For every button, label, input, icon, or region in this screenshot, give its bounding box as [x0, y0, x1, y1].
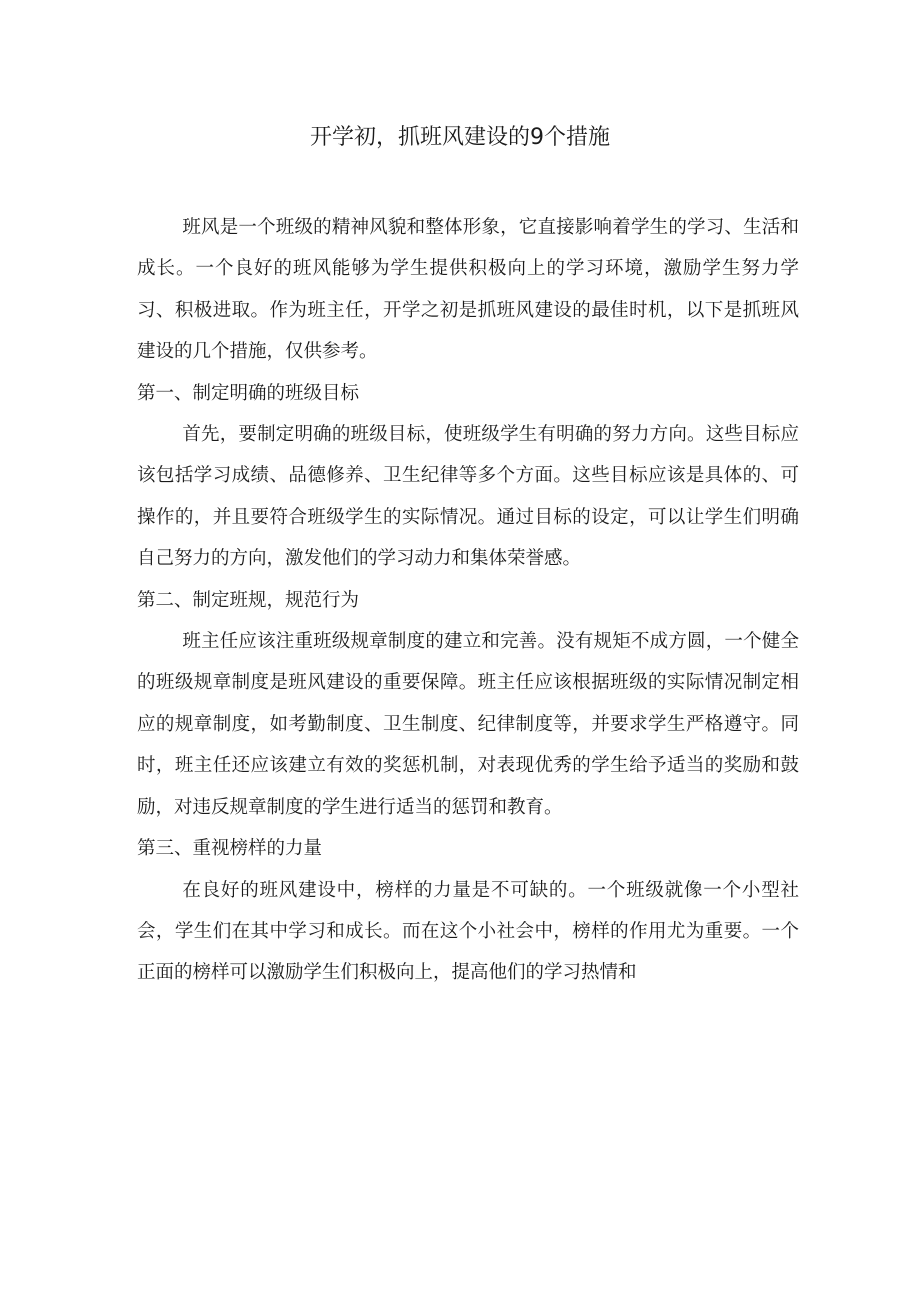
section-paragraph-2: 班主任应该注重班级规章制度的建立和完善。没有规矩不成方圆，一个健全的班级规章制度是班风建设的重要保障。班主任应该根据班级的实际情况制定相应的规章制度，如考勤制度、卫生制度、纪律制度等，并要求学生严格遵守。同时，班主任还应该建立有效的奖惩机制，对表现优秀的学生给予适当的奖励和鼓励，对违反规章制度的学生进行适当的惩罚和教育。	[137, 631, 799, 818]
section-heading-3: 第三、重视榜样的力量	[137, 838, 323, 860]
document-title: 开学初，抓班风建设的9个措施	[310, 125, 610, 150]
section-heading-1: 第一、制定明确的班级目标	[137, 382, 360, 404]
document-body	[137, 207, 799, 994]
intro-paragraph: 班风是一个班级的精神风貌和整体形象，它直接影响着学生的学习、生活和成长。一个良好的班风能够为学生提供积极向上的学习环境，激励学生努力学习、积极进取。作为班主任，开学之初是抓班风建设的最佳时机，以下是抓班风建设的几个措施，仅供参考。	[137, 217, 799, 363]
section-heading-2: 第二、制定班规，规范行为	[137, 589, 360, 611]
section-paragraph-1: 首先，要制定明确的班级目标，使班级学生有明确的努力方向。这些目标应该包括学习成绩、品德修养、卫生纪律等多个方面。这些目标应该是具体的、可操作的，并且要符合班级学生的实际情况。通过目标的设定，可以让学生们明确自己努力的方向，激发他们的学习动力和集体荣誉感。	[137, 424, 799, 570]
section-paragraph-3: 在良好的班风建设中，榜样的力量是不可缺的。一个班级就像一个小型社会，学生们在其中学习和成长。而在这个小社会中，榜样的作用尤为重要。一个正面的榜样可以激励学生们积极向上，提高他们的学习热情和	[137, 879, 799, 984]
